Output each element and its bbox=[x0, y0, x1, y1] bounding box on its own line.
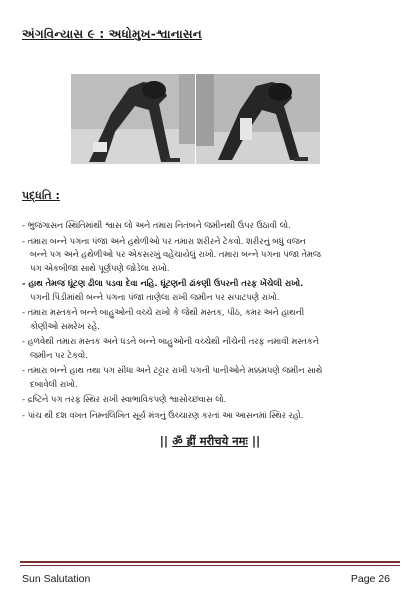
footer-rule bbox=[20, 561, 400, 563]
step-item bbox=[22, 235, 392, 276]
step-item bbox=[22, 409, 392, 423]
footer-book-title: Sun Salutation bbox=[22, 573, 91, 585]
step-line: - તમારા મસ્તકને બન્ને બાહુઓની વચ્ચે રાખો કે જેથી મસ્તક, પીઠ, કમર અને હાથની bbox=[22, 307, 305, 317]
step-line: જમીન પર ટેકવો. bbox=[30, 349, 88, 360]
step-item bbox=[22, 219, 392, 233]
step-line: - હળવેથી તમારા મસ્તક અને ધડને બન્ને બાહુઓની વચ્ચેથી નીચેની તરફ નમાવી મસ્તકને bbox=[22, 336, 319, 346]
pose-photo-left bbox=[71, 74, 195, 164]
method-heading: પદ્ધતિ : bbox=[22, 189, 60, 202]
step-item bbox=[22, 277, 392, 304]
step-line: - તમારા બન્ને હાથ તથા પગ સીધા અને ટટ્ટાર રાખી પગની પાનીઓને મક્કમપણે જમીન સાથે bbox=[22, 365, 323, 375]
page-title: અંગવિન્યાસ ૯ : અધોમુખ-શ્વાનાસન bbox=[22, 27, 202, 41]
step-line: બન્ને પગ અને હથેળીઓ પર એકસરખું વહેંચાયેલું રાખો. તમારા બન્ને પગના પંજા તેમજ bbox=[30, 249, 321, 259]
mantra bbox=[0, 434, 420, 449]
step-line: કોણીઓ સમરેખ રહે. bbox=[30, 320, 100, 331]
step-item bbox=[22, 364, 392, 391]
pose-photo-right bbox=[196, 74, 320, 164]
step-line: - ભુજંગાસન સ્થિતિમાંથી શ્વાસ લો અને તમારા નિતંબને જમીનથી ઉપર ઉઠાવી લો. bbox=[22, 220, 291, 230]
step-line: - દ્રષ્ટિને પગ તરફ સ્થિર રાખી સ્વાભાવિકપણે શ્વાસોચ્છવાસ લો. bbox=[22, 394, 227, 404]
step-line: - તમારા બન્ને પગના પંજા અને હથેળીઓ પર તમારા શરીરને ટેકવો. શરીરનું બધું વજન bbox=[22, 235, 306, 246]
mantra-close: || bbox=[251, 434, 261, 448]
mantra-open: || bbox=[159, 434, 169, 448]
step-line: દબાવેલી રાખો. bbox=[30, 378, 78, 389]
footer-page-number: Page 26 bbox=[350, 573, 390, 585]
steps-list bbox=[22, 219, 392, 424]
step-item bbox=[22, 393, 392, 407]
mantra-text: ॐ ह्रीं मरीचये नमः bbox=[172, 434, 248, 448]
footer-rule-thin bbox=[20, 565, 400, 566]
step-line: પગ એકબીજા સાથે પૂર્ણપણે જોડેલા રાખો. bbox=[30, 262, 170, 273]
step-line: પગની પિંડીમાંથી બન્ને પગના પંજા તાણેલા રાખી જમીન પર સપાટપણે રાખો. bbox=[30, 291, 280, 302]
step-item bbox=[22, 306, 392, 333]
step-line: - હાથ તેમજ ઘૂંટણ ઢીલા પડવા દેવા નહિ. ઘૂંટણની ઢાંકણી ઉપરની તરફ ખેંચેલી રાખો. bbox=[22, 278, 304, 288]
step-item bbox=[22, 335, 392, 362]
step-line: - પાંચ થી દશ વખત નિમ્નલિખિત સૂર્ય મંત્રનું ઉચ્ચારણ કરતાં આ આસનમાં સ્થિર રહો. bbox=[22, 409, 304, 420]
